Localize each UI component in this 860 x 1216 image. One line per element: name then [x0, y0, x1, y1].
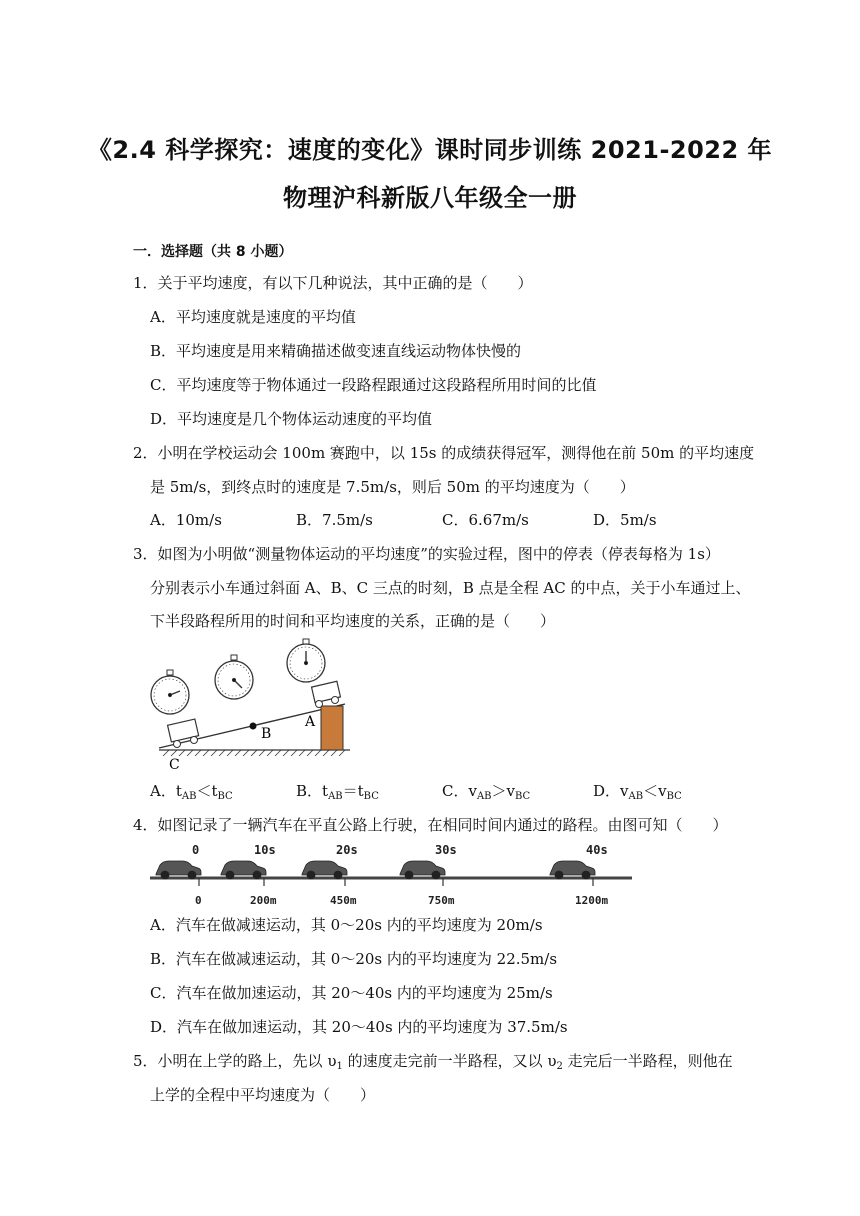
- document-title-line-2: 物理沪科新版八年级全一册: [283, 184, 577, 212]
- q5-stem-line-1: 5．小明在上学的路上，先以 $\upsilon_1$ 的速度走完前一半路程，又以 $\upsilon_2$ 走完后一半路程，则他在: [133, 1052, 733, 1072]
- label-a: A: [305, 714, 316, 730]
- q1-option-c: C．平均速度等于物体通过一段路程跟通过这段路程所用时间的比值: [150, 376, 597, 394]
- q2-option-b: B．7.5m/s: [296, 511, 373, 529]
- q1-option-a: A．平均速度就是速度的平均值: [150, 308, 356, 326]
- q4-option-b: B．汽车在做减速运动，其 0～20s 内的平均速度为 22.5m/s: [150, 950, 558, 968]
- q2-option-a: A．10m/s: [150, 511, 222, 529]
- time-label: 40s: [586, 843, 608, 857]
- car-icon: [550, 861, 595, 879]
- q2-stem-line-1: 2．小明在学校运动会 100m 赛跑中，以 15s 的成绩获得冠军，测得他在前 50m 的平均速度: [133, 444, 755, 462]
- label-b: B: [261, 726, 272, 742]
- q3-stem-line-3: 下半段路程所用的时间和平均速度的关系，正确的是（ ）: [150, 612, 556, 630]
- q2-option-c: C．6.67m/s: [442, 511, 529, 529]
- q2-options: [150, 510, 710, 530]
- q5-stem-line-2: 上学的全程中平均速度为（ ）: [150, 1086, 376, 1104]
- q4-stem: 4．如图记录了一辆汽车在平直公路上行驶，在相同时间内通过的路程。由图可知（ ）: [133, 816, 728, 834]
- time-label: 10s: [254, 843, 276, 857]
- q3-options: [150, 781, 710, 803]
- document-title-line-1: 《2.4 科学探究：速度的变化》课时同步训练 2021-2022 年: [87, 136, 773, 164]
- stopwatch-b-icon: [215, 655, 253, 699]
- time-label: 0: [192, 843, 200, 857]
- q2-stem-line-2: 是 5m/s，到终点时的速度是 7.5m/s，则后 50m 的平均速度为（ ）: [150, 478, 635, 496]
- car-icon: [302, 861, 347, 879]
- distance-label: 0: [195, 894, 202, 907]
- cart-bottom-icon: [168, 719, 199, 747]
- time-label: 20s: [336, 843, 358, 857]
- q2-option-d: D．5m/s: [593, 511, 657, 529]
- q1-option-b: B．平均速度是用来精确描述做变速直线运动物体快慢的: [150, 342, 522, 360]
- q4-option-d: D．汽车在做加速运动，其 20～40s 内的平均速度为 37.5m/s: [150, 1018, 568, 1036]
- section-heading: 一．选择题（共 8 小题）: [133, 244, 293, 260]
- stopwatch-c-icon: [151, 670, 189, 714]
- q1-option-d: D．平均速度是几个物体运动速度的平均值: [150, 410, 433, 428]
- q3-stem-line-2: 分别表示小车通过斜面 A、B、C 三点的时刻，B 点是全程 AC 的中点，关于小车通过上、: [150, 579, 751, 597]
- label-c: C: [169, 757, 180, 773]
- q3-stem-line-1: 3．如图为小明做“测量物体运动的平均速度”的实验过程，图中的停表（停表每格为 1s）: [133, 545, 720, 563]
- car-icon: [156, 861, 201, 879]
- cart-top-icon: [312, 681, 341, 707]
- wooden-block: [321, 706, 343, 750]
- distance-label: 200m: [250, 894, 277, 907]
- q4-option-a: A．汽车在做减速运动，其 0～20s 内的平均速度为 20m/s: [150, 916, 543, 934]
- q3-option-a: A．$t_{AB}<t_{BC}$: [150, 782, 233, 802]
- car-icon: [221, 861, 266, 879]
- distance-label: 450m: [330, 894, 357, 907]
- stopwatch-a-icon: [287, 639, 325, 682]
- car-icon: [400, 861, 445, 879]
- q4-road-figure: [150, 840, 635, 912]
- q3-option-d: D．$v_{AB}<v_{BC}$: [593, 782, 682, 802]
- q1-stem: 1．关于平均速度，有以下几种说法，其中正确的是（ ）: [133, 274, 533, 292]
- q3-option-b: B．$t_{AB}=t_{BC}$: [296, 782, 379, 802]
- time-label: 30s: [435, 843, 457, 857]
- distance-label: 1200m: [575, 894, 609, 907]
- point-b-dot: [250, 723, 257, 730]
- q3-incline-figure: [145, 638, 375, 774]
- q3-option-c: C．$v_{AB}>v_{BC}$: [442, 782, 531, 802]
- q4-option-c: C．汽车在做加速运动，其 20～40s 内的平均速度为 25m/s: [150, 984, 553, 1002]
- ground-hatching: [159, 750, 350, 756]
- distance-label: 750m: [428, 894, 455, 907]
